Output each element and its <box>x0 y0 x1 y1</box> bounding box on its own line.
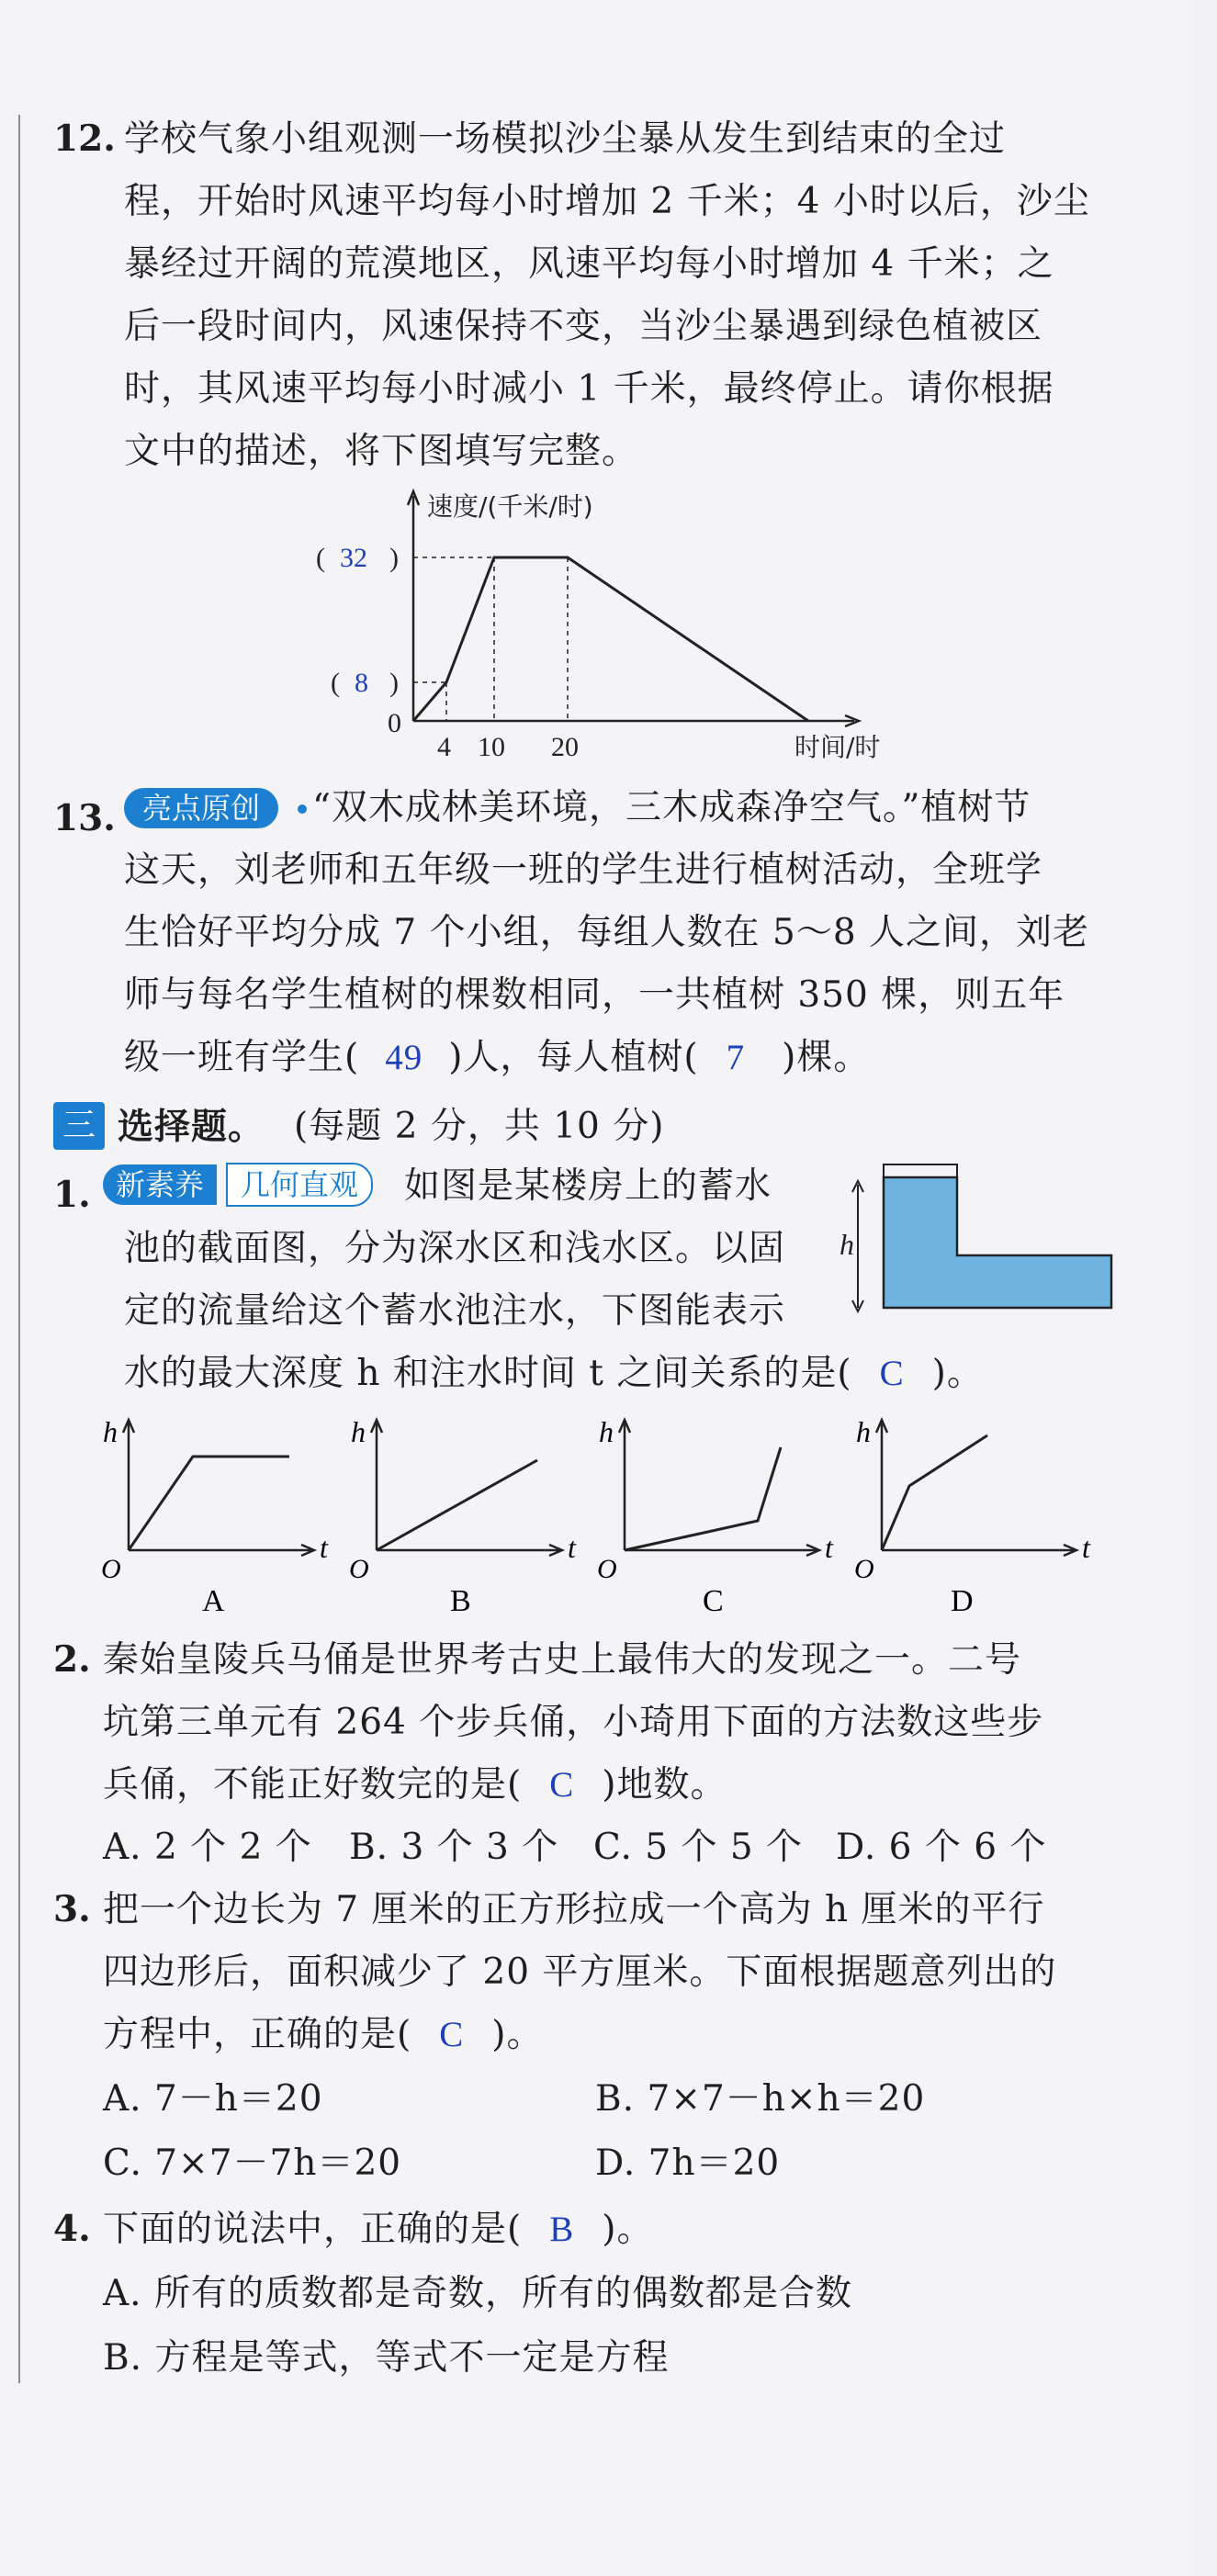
x-tick-20: 20 <box>551 732 579 762</box>
q13-line-5-c: )棵。 <box>782 1037 871 1078</box>
literacy-tag: 新素养 <box>103 1164 217 1205</box>
c3-line-3-a: 方程中，正确的是( <box>103 2014 412 2055</box>
q12-line-5: 时，其风速平均每小时减小 1 千米，最终停止。请你根据 <box>124 368 1054 410</box>
water-tank-diagram <box>840 1159 1121 1324</box>
margin-rule <box>18 115 20 2383</box>
c1-answer[interactable]: C <box>879 1354 905 1393</box>
y-tick-8: 8 <box>355 668 368 698</box>
q13-number: 13. <box>53 797 116 839</box>
c2-line-2: 坑第三单元有 264 个步兵俑，小琦用下面的方法数这些步 <box>103 1702 1044 1743</box>
q12-line-2: 程，开始时风速平均每小时增加 2 千米；4 小时以后，沙尘 <box>124 181 1090 222</box>
x-axis-label: 时间/时 <box>794 732 881 762</box>
graph-c[interactable] <box>597 1415 834 1618</box>
q13-line-5 <box>124 1027 870 1089</box>
tank-height-label: h <box>840 1228 854 1261</box>
origin-label: 0 <box>388 708 401 738</box>
c4-line-1-b: )。 <box>602 2209 654 2250</box>
c3-line-3-b: )。 <box>491 2014 544 2055</box>
q13-line-5-a: 级一班有学生( <box>124 1037 360 1078</box>
option-graphs <box>92 1403 1102 1618</box>
c2-number: 2. <box>53 1638 91 1681</box>
graph-b-h: h <box>351 1415 366 1448</box>
q13-answer-trees[interactable]: 7 <box>726 1038 746 1077</box>
c2-option-c[interactable]: C. 5 个 5 个 <box>593 1827 804 1868</box>
c1-line-2: 池的截面图，分为深水区和浅水区。以固 <box>124 1228 786 1269</box>
c3-number: 3. <box>53 1888 91 1930</box>
c1-line-4 <box>124 1343 984 1405</box>
section-title: 选择题。 <box>118 1106 265 1148</box>
speed-line <box>413 557 808 721</box>
c3-option-c[interactable]: C. 7×7－7h＝20 <box>103 2143 402 2184</box>
tank-top <box>884 1164 957 1177</box>
graph-d-t: t <box>1082 1531 1090 1564</box>
c1-line-3: 定的流量给这个蓄水池注水，下图能表示 <box>124 1290 786 1332</box>
graph-d-h: h <box>856 1415 871 1448</box>
q13-line-1: “双木成林美环境，三木成森净空气。”植树节 <box>312 787 1031 828</box>
y-tick-32: 32 <box>340 543 367 573</box>
c4-option-a[interactable]: A. 所有的质数都是奇数，所有的偶数都是合数 <box>103 2273 852 2314</box>
option-c-label: C <box>703 1584 724 1618</box>
graph-b-t: t <box>568 1531 576 1564</box>
graph-c-h: h <box>599 1415 614 1448</box>
section-badge: 三 <box>53 1102 105 1150</box>
graph-a-t: t <box>320 1531 328 1564</box>
c2-option-d[interactable]: D. 6 个 6 个 <box>836 1827 1047 1868</box>
option-a-label: A <box>202 1584 225 1618</box>
q12-line-6: 文中的描述，将下图填写完整。 <box>124 431 639 472</box>
q12-line-4: 后一段时间内，风速保持不变，当沙尘暴遇到绿色植被区 <box>124 306 1043 347</box>
graph-b-origin: O <box>349 1554 369 1584</box>
q13-answer-students[interactable]: 49 <box>385 1038 423 1077</box>
q13-line-4: 师与每名学生植树的棵数相同，一共植树 350 棵，则五年 <box>124 974 1065 1016</box>
c2-line-1: 秦始皇陵兵马俑是世界考古史上最伟大的发现之一。二号 <box>103 1639 1022 1681</box>
q13-line-2: 这天，刘老师和五年级一班的学生进行植树活动，全班学 <box>124 849 1043 891</box>
original-tag: 亮点原创 <box>124 788 278 828</box>
water-region <box>884 1177 1111 1308</box>
q12-number: 12. <box>53 118 116 160</box>
c3-line-1: 把一个边长为 7 厘米的正方形拉成一个高为 h 厘米的平行 <box>103 1889 1045 1930</box>
graph-a-origin: O <box>101 1554 121 1584</box>
graph-d[interactable] <box>854 1415 1091 1618</box>
c4-option-b[interactable]: B. 方程是等式，等式不一定是方程 <box>103 2337 670 2379</box>
c1-line-4-a: 水的最大深度 h 和注水时间 t 之间关系的是( <box>124 1353 852 1394</box>
paren-open-8: ( <box>331 668 340 698</box>
tag-dot-icon <box>296 803 309 816</box>
section-note: (每题 2 分，共 10 分) <box>294 1106 665 1147</box>
c2-line-3-a: 兵俑，不能正好数完的是( <box>103 1764 523 1805</box>
q12-line-3: 暴经过开阔的荒漠地区，风速平均每小时增加 4 千米；之 <box>124 243 1054 285</box>
c2-answer[interactable]: C <box>549 1765 575 1805</box>
graph-d-origin: O <box>854 1554 874 1584</box>
c3-line-3 <box>103 2004 543 2066</box>
option-d-label: D <box>951 1584 974 1618</box>
c4-answer[interactable]: B <box>549 2210 575 2249</box>
geometry-tag: 几何直观 <box>226 1163 373 1207</box>
graph-a-h: h <box>103 1415 118 1448</box>
c3-option-a[interactable]: A. 7－h＝20 <box>103 2078 323 2120</box>
graph-a[interactable] <box>101 1415 329 1618</box>
c3-line-2: 四边形后，面积减少了 20 平方厘米。下面根据题意列出的 <box>103 1952 1057 1993</box>
c4-number: 4. <box>53 2208 91 2250</box>
paren-close-32: ) <box>389 543 399 573</box>
c1-number: 1. <box>53 1174 91 1216</box>
option-b-label: B <box>450 1584 471 1618</box>
c2-line-3-b: )地数。 <box>602 1764 727 1805</box>
graph-b[interactable] <box>349 1415 577 1618</box>
c1-line-1: 如图是某楼房上的蓄水 <box>404 1165 772 1207</box>
c2-line-3 <box>103 1754 727 1817</box>
c3-answer[interactable]: C <box>439 2015 465 2054</box>
paren-open-32: ( <box>316 543 325 573</box>
graph-c-origin: O <box>597 1554 617 1584</box>
c2-option-b[interactable]: B. 3 个 3 个 <box>349 1827 559 1868</box>
c1-line-4-b: )。 <box>931 1353 984 1394</box>
graph-c-t: t <box>825 1531 833 1564</box>
x-tick-10: 10 <box>478 732 505 762</box>
q13-line-5-b: )人，每人植树( <box>448 1037 699 1078</box>
y-axis-label: 速度/(千米/时) <box>427 491 593 522</box>
x-tick-4: 4 <box>437 732 451 762</box>
c2-option-a[interactable]: A. 2 个 2 个 <box>103 1827 312 1868</box>
c4-line-1-a: 下面的说法中，正确的是( <box>103 2209 523 2250</box>
c4-line-1 <box>103 2199 653 2261</box>
q12-line-1: 学校气象小组观测一场模拟沙尘暴从发生到结束的全过 <box>124 118 1007 160</box>
c3-option-d[interactable]: D. 7h＝20 <box>595 2143 781 2184</box>
c3-option-b[interactable]: B. 7×7－h×h＝20 <box>595 2078 926 2120</box>
paren-close-8: ) <box>389 668 399 698</box>
q13-line-3: 生恰好平均分成 7 个小组，每组人数在 5～8 人之间，刘老 <box>124 912 1090 953</box>
speed-time-graph <box>312 482 918 776</box>
